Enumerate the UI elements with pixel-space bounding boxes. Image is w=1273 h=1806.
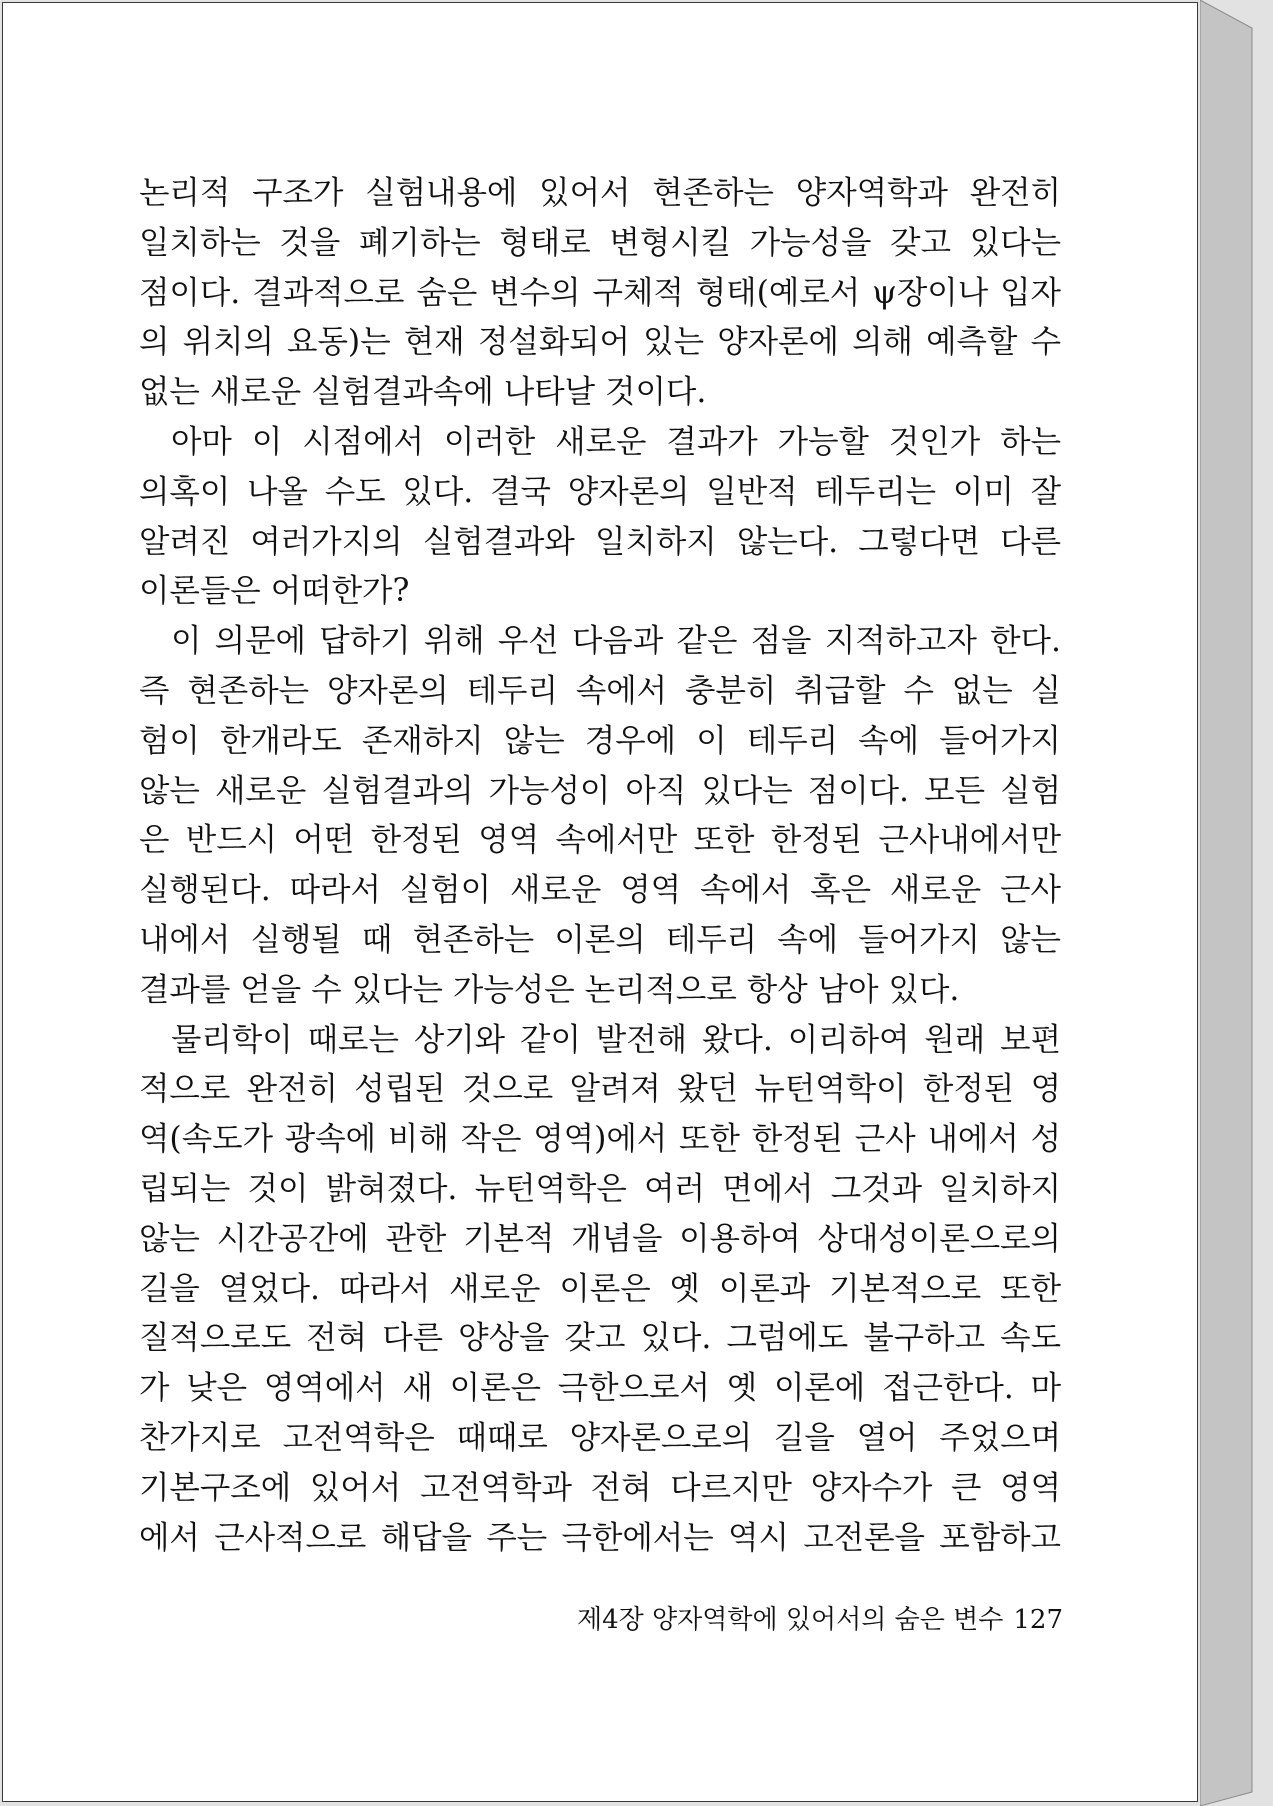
text-line: 에서 근사적으로 해답을 주는 극한에서는 역시 고전론을 포함하고 [139, 1519, 1061, 1556]
text-line: 역(속도가 광속에 비해 작은 영역)에서 또한 한정된 근사 내에서 성 [139, 1121, 1061, 1158]
text-line: 아마 이 시점에서 이러한 새로운 결과가 가능할 것인가 하는 [171, 423, 1061, 460]
text-line: 길을 열었다. 따라서 새로운 이론은 옛 이론과 기본적으로 또한 [139, 1270, 1061, 1307]
text-line: 기본구조에 있어서 고전역학과 전혀 다르지만 양자수가 큰 영역 [139, 1469, 1061, 1506]
page-number: 127 [1013, 1605, 1063, 1635]
text-line: 의 위치의 요동)는 현재 정설화되어 있는 양자론에 의해 예측할 수 [139, 324, 1061, 361]
text-line: 점이다. 결과적으로 숨은 변수의 구체적 형태(예로서 ψ장이나 입자 [139, 274, 1061, 311]
text-line: 않는 새로운 실험결과의 가능성이 아직 있다는 점이다. 모든 실험 [139, 772, 1061, 809]
text-line: 즉 현존하는 양자론의 테두리 속에서 충분히 취급할 수 없는 실 [139, 672, 1061, 709]
running-head: 제4장 양자역학에 있어서의 숨은 변수 [577, 1605, 1004, 1635]
text-line: 가 낮은 영역에서 새 이론은 극한으로서 옛 이론에 접근한다. 마 [139, 1370, 1061, 1407]
text-line: 적으로 완전히 성립된 것으로 알려져 왔던 뉴턴역학이 한정된 영 [139, 1071, 1061, 1108]
text-line: 의혹이 나올 수도 있다. 결국 양자론의 일반적 테두리는 이미 잘 [139, 473, 1061, 510]
text-line: 논리적 구조가 실험내용에 있어서 현존하는 양자역학과 완전히 [139, 175, 1061, 211]
body-text [139, 169, 1061, 1563]
text-line: 실행된다. 따라서 실험이 새로운 영역 속에서 혹은 새로운 근사 [139, 872, 1061, 909]
page [2, 2, 1198, 1802]
text-line: 않는 시간공간에 관한 기본적 개념을 이용하여 상대성이론으로의 [139, 1220, 1061, 1257]
text-line: 찬가지로 고전역학은 때때로 양자론으로의 길을 열어 주었으며 [139, 1419, 1061, 1456]
page-spine-shadow [1200, 0, 1258, 1806]
text-line: 이 의문에 답하기 위해 우선 다음과 같은 점을 지적하고자 한다. [171, 623, 1061, 660]
text-line: 질적으로도 전혀 다른 양상을 갖고 있다. 그럼에도 불구하고 속도 [139, 1320, 1061, 1357]
text-line: 물리학이 때로는 상기와 같이 발전해 왔다. 이리하여 원래 보편 [171, 1021, 1061, 1058]
text-line: 알려진 여러가지의 실험결과와 일치하지 않는다. 그렇다면 다른 [139, 523, 1061, 560]
text-line: 없는 새로운 실험결과속에 나타날 것이다. [139, 374, 707, 411]
text-line: 험이 한개라도 존재하지 않는 경우에 이 테두리 속에 들어가지 [139, 722, 1061, 759]
text-line: 이론들은 어떠한가? [139, 573, 410, 610]
text-line: 내에서 실행될 때 현존하는 이론의 테두리 속에 들어가지 않는 [139, 921, 1061, 958]
text-line: 결과를 얻을 수 있다는 가능성은 논리적으로 항상 남아 있다. [139, 971, 960, 1008]
page-footer [543, 1599, 1063, 1636]
text-line: 일치하는 것을 폐기하는 형태로 변형시킬 가능성을 갖고 있다는 [139, 224, 1061, 261]
text-line: 립되는 것이 밝혀졌다. 뉴턴역학은 여러 면에서 그것과 일치하지 [139, 1170, 1061, 1207]
text-line: 은 반드시 어떤 한정된 영역 속에서만 또한 한정된 근사내에서만 [139, 822, 1061, 859]
